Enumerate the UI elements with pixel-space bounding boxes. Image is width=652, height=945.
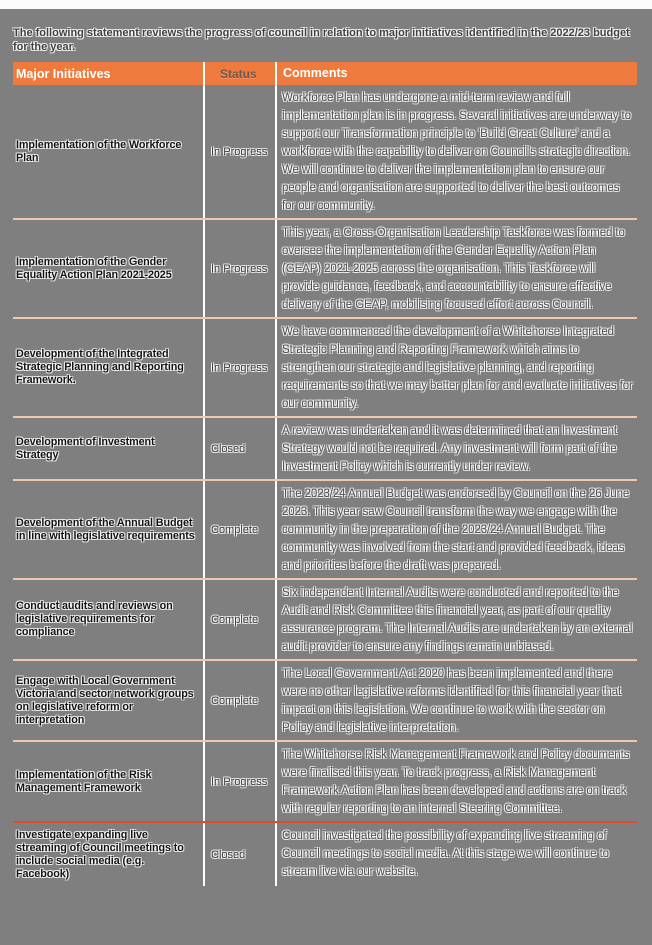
comments-cell — [275, 481, 637, 578]
table-row-integrated-planning — [13, 319, 637, 418]
initiative-cell — [13, 580, 203, 659]
table-header-row — [13, 62, 637, 85]
status-text: Complete — [211, 694, 259, 707]
status-text: Complete — [211, 613, 259, 626]
initiative-cell — [13, 823, 203, 886]
status-cell — [203, 220, 275, 317]
table-row-live-streaming — [13, 823, 637, 886]
initiative-text: Development of Investment Strategy — [16, 435, 155, 461]
table-row-annual-budget — [13, 481, 637, 580]
status-cell — [203, 418, 275, 479]
comments-text: This year, a Cross-Organisation Leadership Taskforce was formed to oversee the implementation of the Gender Equality Action Plan (GEAP) 2021-2025 across the organisation. This Taskforce will provide guidance, feedback, and accountability to ensure effective delivery of the GEAP, mobilising focused effort across Council. — [282, 227, 625, 311]
table-row-risk-management — [13, 742, 637, 823]
initiative-text: Implementation of the Risk Management Framework — [16, 768, 152, 794]
comments-cell — [275, 742, 637, 821]
comments-cell — [275, 85, 637, 218]
status-cell — [203, 580, 275, 659]
status-text: In Progress — [211, 775, 268, 788]
comments-text: The 2023/24 Annual Budget was endorsed by Council on the 26 June 2023. This year saw Council transform the way we engage with the community in the preparation of the 2023/24 Annual Budget. The community was involved from the start and provided feedback, ideas and priorities before the draft was prepared. — [282, 488, 630, 572]
initiative-text: Conduct audits and reviews on legislative requirements for compliance — [16, 600, 173, 638]
comments-cell — [275, 580, 637, 659]
initiative-cell — [13, 319, 203, 416]
status-text: Complete — [211, 523, 259, 536]
status-text: In Progress — [211, 145, 268, 158]
status-cell — [203, 481, 275, 578]
status-text: In Progress — [211, 361, 268, 374]
initiative-text: Implementation of the Gender Equality Action Plan 2021-2025 — [16, 255, 172, 281]
status-cell — [203, 742, 275, 821]
intro-paragraph: The following statement reviews the progress of council in relation to major initiatives identified in the 2022/23 budget for the year. — [13, 27, 630, 53]
initiative-cell — [13, 220, 203, 317]
initiative-text: Engage with Local Government Victoria and sector network groups on legislative reform or interpretation — [16, 674, 194, 726]
header-comments: Comments — [275, 62, 637, 85]
table-row-gender-equality — [13, 220, 637, 319]
comments-text: Workforce Plan has undergone a mid-term review and full implementation plan is in progress. Several initiatives are underway to support our Transformation principle to 'Build Great Culture' and a workforce with the capability to deliver on Council's strategic direction. We will continue to deliver the implementation plan to ensure our people and organisation are supported to deliver the best outcomes for our community. — [282, 92, 631, 212]
comments-cell — [275, 319, 637, 416]
comments-cell — [275, 220, 637, 317]
initiative-cell — [13, 742, 203, 821]
status-cell — [203, 319, 275, 416]
comments-cell — [275, 418, 637, 479]
status-text: In Progress — [211, 262, 268, 275]
status-cell — [203, 661, 275, 740]
comments-cell — [275, 661, 637, 740]
header-major-initiatives: Major Initiatives — [16, 66, 111, 81]
comments-text: We have commenced the development of a Whitehorse Integrated Strategic Planning and Reporting Framework which aims to strengthen our strategic and legislative planning, and reporting requirements so that we may better plan for and evaluate initiatives for our community. — [282, 326, 633, 410]
comments-text: Council investigated the possibility of expanding live streaming of Council meetings to social media. At this stage we will continue to stream live via our website. — [282, 830, 609, 878]
comments-text: The Local Government Act 2020 has been implemented and there were no other legislative reforms identified for this financial year that impact on this legislation. We continue to work with the sector on Policy and legislative interpretation. — [282, 668, 622, 734]
major-initiatives-table — [13, 62, 637, 886]
initiative-cell — [13, 85, 203, 218]
initiative-cell — [13, 481, 203, 578]
table-row-audits-compliance — [13, 580, 637, 661]
comments-text: Six independent Internal Audits were conducted and reported to the Audit and Risk Committee this financial year, as part of our quality assurance program. The Internal Audits are undertaken by an external audit provider to ensure any findings remain unbiased. — [282, 587, 633, 653]
table-row-investment-strategy — [13, 418, 637, 481]
header-status: Status — [203, 62, 275, 85]
initiative-text: Investigate expanding live streaming of Council meetings to include social media (e.g. Facebook) — [16, 828, 184, 880]
initiative-text: Development of the Integrated Strategic Planning and Reporting Framework. — [16, 348, 184, 386]
status-text: Closed — [211, 442, 246, 455]
initiative-text: Implementation of the Workforce Plan — [16, 138, 182, 164]
comments-cell — [275, 823, 637, 886]
table-row-local-government-victoria — [13, 661, 637, 742]
table-row-workforce-plan — [13, 85, 637, 220]
initiative-text: Development of the Annual Budget in line with legislative requirements — [16, 516, 195, 542]
comments-text: The Whitehorse Risk Management Framework and Policy documents were finalised this year. To track progress, a Risk Management Framework Action Plan has been developed and actions are on track with regular reporting to an internal Steering Committee. — [282, 749, 630, 815]
status-text: Closed — [211, 848, 246, 861]
status-cell — [203, 85, 275, 218]
initiative-cell — [13, 661, 203, 740]
initiative-cell — [13, 418, 203, 479]
status-cell — [203, 823, 275, 886]
comments-text: A review was undertaken and it was determined that an Investment Strategy would not be required. Any investment will form part of the Investment Policy which is currently under review. — [282, 425, 617, 473]
page-top-margin-strip — [0, 0, 652, 9]
